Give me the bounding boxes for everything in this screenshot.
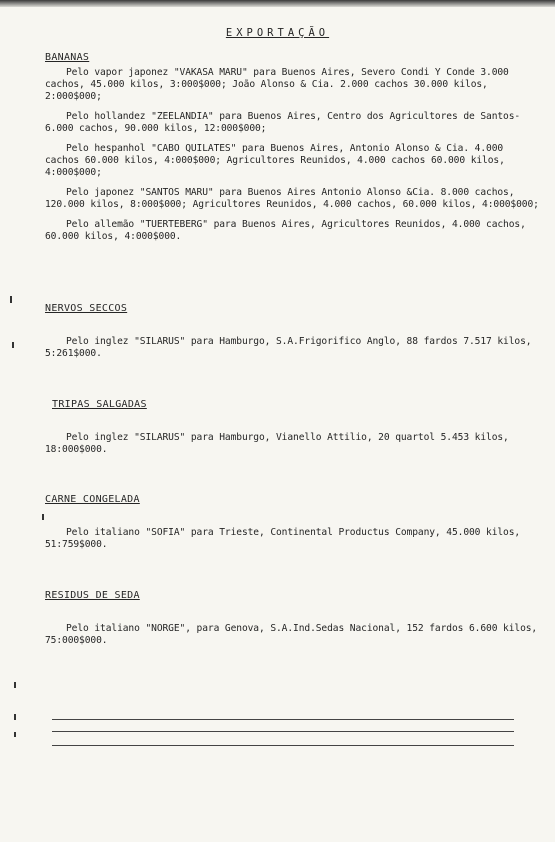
shipment-entry: Pelo inglez "SILARUS" para Hamburgo, Vianello Attilio, 20 quartol 5.453 kilos, 18:000$000. <box>45 432 509 455</box>
shipment-entry: Pelo hollandez "ZEELANDIA" para Buenos Aires, Centro dos Agricultores de Santos- 6.000 cachos, 90.000 kilos, 12:000$000; <box>45 111 521 134</box>
margin-mark <box>14 682 16 688</box>
margin-mark <box>12 342 14 348</box>
document-title: EXPORTAÇÃO <box>225 27 330 39</box>
shipment-entry: Pelo japonez "SANTOS MARU" para Buenos Aires Antonio Alonso &Cia. 8.000 cachos, 120.000 kilos, 8:000$000; Agricultores Reunidos, 4.000 cachos, 60.000 kilos, 4:000$000; <box>45 187 539 210</box>
section-bananas <box>45 52 540 243</box>
section-residus-de-seda <box>45 590 540 647</box>
section-heading: CARNE CONGELADA <box>45 494 140 505</box>
section-heading: BANANAS <box>45 52 90 63</box>
section-tripas-salgadas <box>45 399 547 456</box>
margin-mark <box>14 732 16 737</box>
shipment-entry: Pelo italiano "NORGE", para Genova, S.A.Ind.Sedas Nacional, 152 fardos 6.600 kilos, 75:000$000. <box>45 623 538 646</box>
section-heading: RESIDUS DE SEDA <box>45 590 140 601</box>
margin-mark <box>14 714 16 720</box>
closing-rule <box>52 731 514 732</box>
scan-top-edge <box>0 0 555 7</box>
margin-mark <box>10 296 12 303</box>
margin-mark <box>42 514 44 520</box>
shipment-entry: Pelo vapor japonez "VAKASA MARU" para Buenos Aires, Severo Condi Y Conde 3.000 cachos, 45.000 kilos, 3:000$000; João Alonso & Cia. 2.000 cachos 30.000 kilos, 2:000$000; <box>45 67 509 102</box>
section-heading: TRIPAS SALGADAS <box>52 399 147 410</box>
section-carne-congelada <box>45 494 540 551</box>
shipment-entry: Pelo inglez "SILARUS" para Hamburgo, S.A.Frigorifico Anglo, 88 fardos 7.517 kilos, 5:261$000. <box>45 336 532 359</box>
closing-rule <box>52 719 514 720</box>
shipment-entry: Pelo hespanhol "CABO QUILATES" para Buenos Aires, Antonio Alonso & Cia. 4.000 cachos 60.000 kilos, 4:000$000; Agricultores Reunidos, 4.000 cachos 60.000 kilos, 4:000$000; <box>45 143 505 178</box>
section-nervos-seccos <box>45 303 540 360</box>
shipment-entry: Pelo allemão "TUERTEBERG" para Buenos Aires, Agricultores Reunidos, 4.000 cachos, 60.000 kilos, 4:000$000. <box>45 219 526 242</box>
section-heading: NERVOS SECCOS <box>45 303 128 314</box>
closing-rule <box>52 745 514 746</box>
shipment-entry: Pelo italiano "SOFIA" para Trieste, Continental Productus Company, 45.000 kilos, 51:759$000. <box>45 527 521 550</box>
